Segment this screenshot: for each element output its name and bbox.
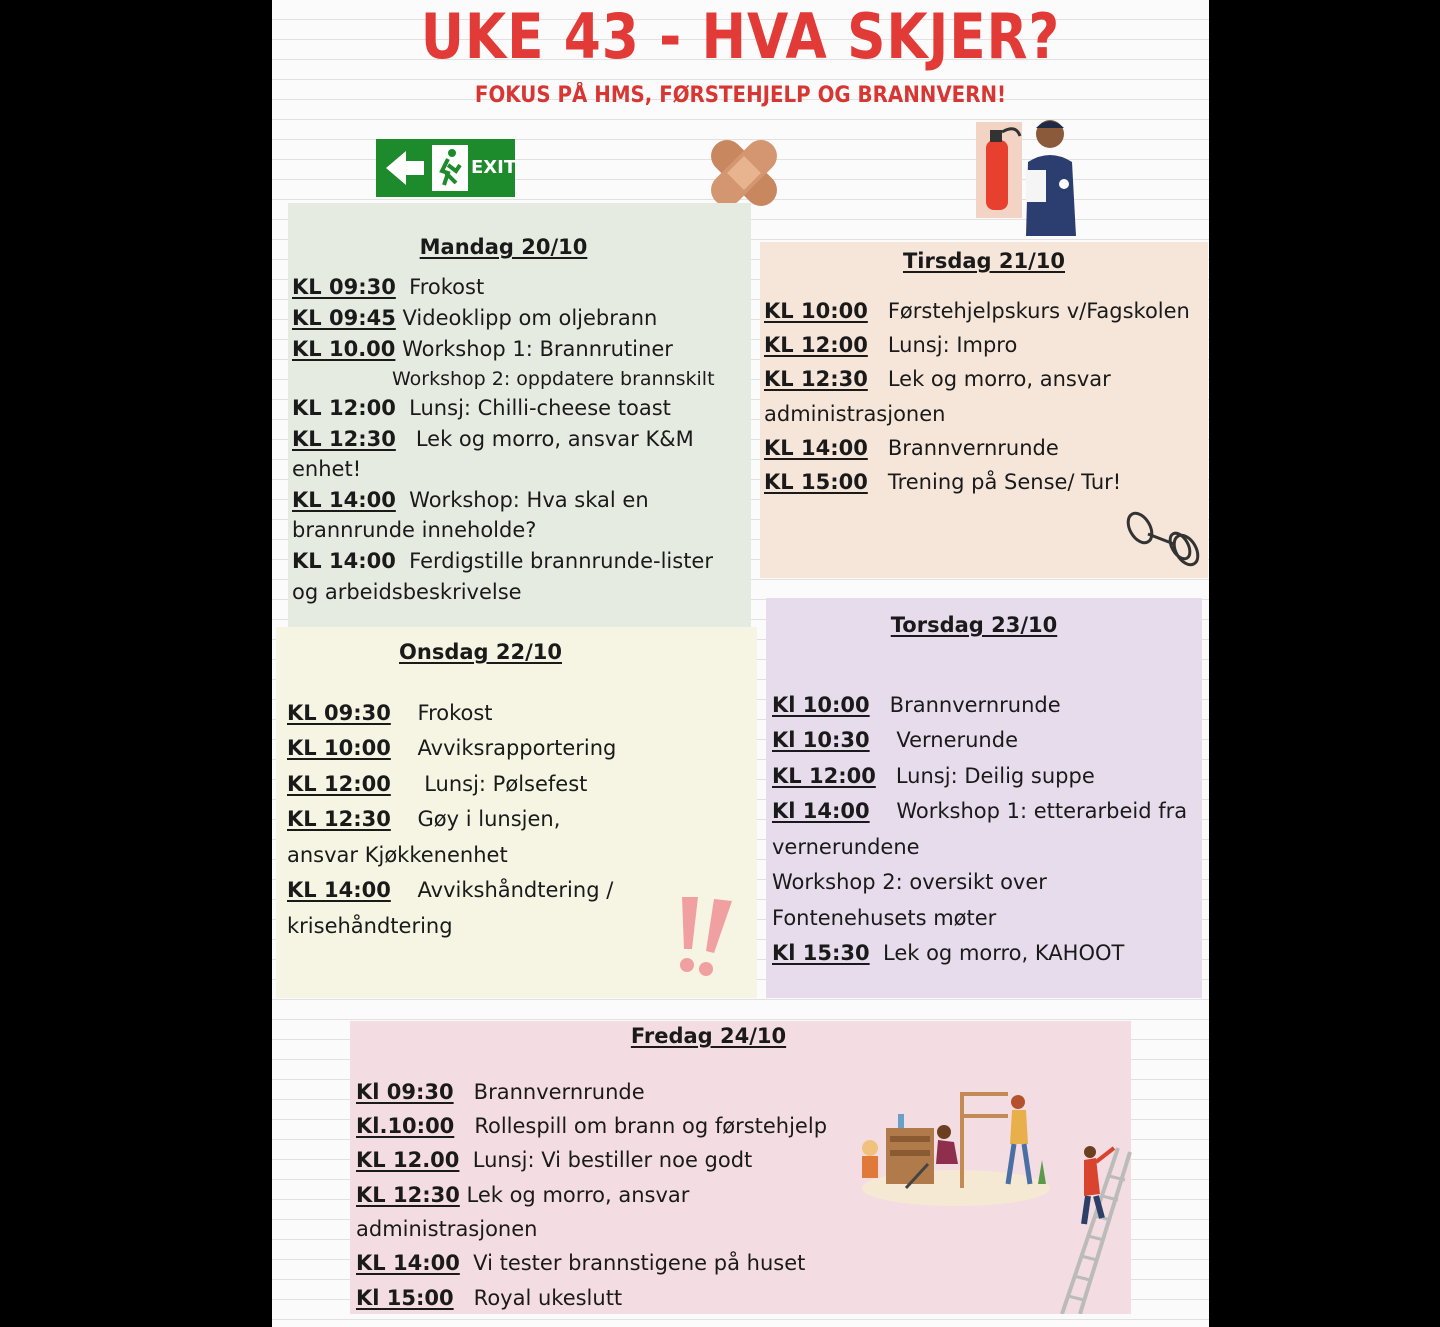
- ladder-climber-illustration: [1056, 1138, 1132, 1314]
- friday-heading: Fredag 24/10: [630, 1024, 787, 1048]
- thursday-item: Vernerunde: [896, 728, 1018, 752]
- poster-title: UKE 43 - HVA SKJER?: [420, 0, 1061, 73]
- friday-time: Kl 09:30: [356, 1080, 454, 1104]
- tuesday-time: KL 14:00: [764, 436, 868, 460]
- monday-time: KL 10.00: [292, 337, 396, 361]
- dumbbell-icon: [1126, 508, 1202, 570]
- tuesday-item: administrasjonen: [764, 402, 946, 426]
- monday-time: KL 14:00: [292, 549, 396, 573]
- poster-subtitle: FOKUS PÅ HMS, FØRSTEHJELP OG BRANNVERN!: [474, 83, 1007, 108]
- tuesday-item: Lek og morro, ansvar: [887, 367, 1111, 391]
- monday-panel: [288, 203, 751, 627]
- tuesday-panel: [760, 242, 1208, 578]
- tuesday-item: Brannvernrunde: [887, 436, 1059, 460]
- thursday-item: Workshop 2: oversikt over: [772, 870, 1047, 894]
- friday-item: administrasjonen: [356, 1217, 538, 1241]
- wednesday-time: KL 10:00: [287, 736, 391, 760]
- tuesday-time: KL 10:00: [764, 299, 868, 323]
- thursday-panel: [766, 598, 1202, 998]
- monday-item: brannrunde inneholde?: [292, 518, 537, 542]
- wednesday-heading: Onsdag 22/10: [399, 640, 562, 664]
- wednesday-item: Avviksrapportering: [417, 736, 617, 760]
- friday-time: KL 14:00: [356, 1251, 460, 1275]
- thursday-time: KL 12:00: [772, 764, 876, 788]
- monday-item: enhet!: [292, 457, 362, 481]
- monday-item: Workshop 2: oppdatere brannskilt: [392, 368, 715, 390]
- monday-time: KL 14:00: [292, 488, 396, 512]
- friday-time: Kl 15:00: [356, 1286, 454, 1310]
- monday-item: og arbeidsbeskrivelse: [292, 580, 522, 604]
- poster: [272, 0, 1209, 1327]
- thursday-time: Kl 10:00: [772, 693, 870, 717]
- monday-time: KL 12:00: [292, 396, 396, 420]
- friday-time: Kl.10:00: [356, 1114, 455, 1138]
- friday-item: Rollespill om brann og førstehjelp: [474, 1114, 828, 1138]
- monday-item: Frokost: [409, 275, 485, 299]
- thursday-item: Lek og morro, KAHOOT: [883, 941, 1125, 965]
- monday-item: Videoklipp om oljebrann: [402, 306, 658, 330]
- friday-item: Lunsj: Vi bestiller noe godt: [472, 1148, 753, 1172]
- tuesday-item: Lunsj: Impro: [887, 333, 1018, 357]
- wednesday-item: ansvar Kjøkkenenhet: [287, 843, 508, 867]
- monday-item: Lek og morro, ansvar K&M: [415, 427, 694, 451]
- wednesday-time: KL 12:30: [287, 807, 391, 831]
- monday-heading: Mandag 20/10: [419, 235, 588, 259]
- monday-time: KL 12:30: [292, 427, 396, 451]
- tuesday-item: Førstehjelpskurs v/Fagskolen: [887, 299, 1190, 323]
- fire-extinguisher-inspector-icon: [976, 114, 1080, 236]
- exclamation-marks-icon: [670, 893, 736, 979]
- thursday-item: Fontenehusets møter: [772, 906, 997, 930]
- wednesday-item: krisehåndtering: [287, 914, 453, 938]
- friday-item: Royal ukeslutt: [473, 1286, 623, 1310]
- monday-time: KL 09:30: [292, 275, 396, 299]
- wednesday-item: Avvikshåndtering /: [417, 878, 614, 902]
- wednesday-item: Frokost: [417, 701, 493, 725]
- monday-item: Lunsj: Chilli-cheese toast: [409, 396, 671, 420]
- friday-item: Lek og morro, ansvar: [466, 1183, 690, 1207]
- monday-time: KL 09:45: [292, 306, 396, 330]
- wednesday-time: KL 14:00: [287, 878, 391, 902]
- exit-sign-label: EXIT: [471, 157, 517, 178]
- tuesday-item: Trening på Sense/ Tur!: [887, 470, 1122, 494]
- wednesday-time: KL 12:00: [287, 772, 391, 796]
- household-activity-illustration: [858, 1084, 1054, 1208]
- thursday-time: Kl 15:30: [772, 941, 870, 965]
- exit-sign-icon: [376, 139, 515, 197]
- thursday-item: Brannvernrunde: [889, 693, 1061, 717]
- thursday-heading: Torsdag 23/10: [890, 613, 1058, 637]
- friday-time: KL 12:30: [356, 1183, 460, 1207]
- wednesday-item: Lunsj: Pølsefest: [424, 772, 588, 796]
- thursday-item: Workshop 1: etterarbeid fra: [896, 799, 1188, 823]
- monday-item: Workshop 1: Brannrutiner: [402, 337, 673, 361]
- thursday-time: Kl 14:00: [772, 799, 870, 823]
- monday-item: Workshop: Hva skal en: [409, 488, 649, 512]
- friday-item: Vi tester brannstigene på huset: [473, 1251, 806, 1275]
- tuesday-time: KL 15:00: [764, 470, 868, 494]
- wednesday-item: Gøy i lunsjen,: [417, 807, 561, 831]
- thursday-item: Lunsj: Deilig suppe: [895, 764, 1095, 788]
- wednesday-time: KL 09:30: [287, 701, 391, 725]
- friday-item: Brannvernrunde: [473, 1080, 645, 1104]
- monday-item: Ferdigstille brannrunde-lister: [409, 549, 713, 573]
- thursday-item: vernerundene: [772, 835, 920, 859]
- thursday-time: Kl 10:30: [772, 728, 870, 752]
- friday-time: KL 12.00: [356, 1148, 460, 1172]
- tuesday-time: KL 12:00: [764, 333, 868, 357]
- tuesday-heading: Tirsdag 21/10: [902, 249, 1066, 273]
- tuesday-time: KL 12:30: [764, 367, 868, 391]
- wednesday-panel: [276, 627, 757, 998]
